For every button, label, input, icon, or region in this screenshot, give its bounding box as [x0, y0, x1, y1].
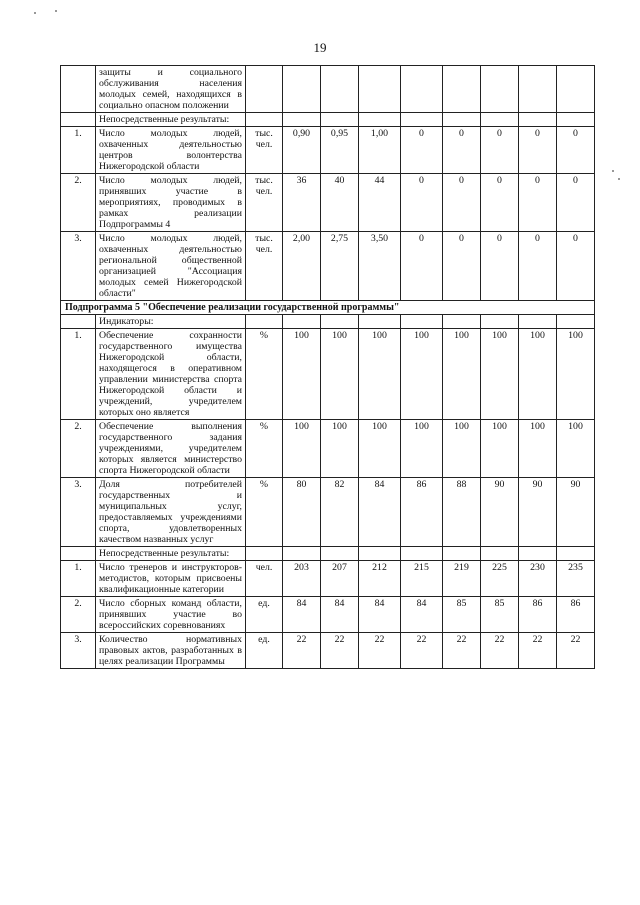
- value-cell: [557, 547, 595, 561]
- value-cell: [481, 113, 519, 127]
- unit-of-measure: %: [246, 478, 283, 547]
- table-row: [61, 66, 595, 113]
- value-cell: 0: [481, 232, 519, 301]
- value-cell: [401, 113, 443, 127]
- value-cell: 0: [443, 127, 481, 174]
- value-cell: 0: [401, 127, 443, 174]
- value-cell: 0: [401, 174, 443, 232]
- indicator-description: Число сборных команд области, принявших участие во всероссийских соревнованиях: [96, 597, 246, 633]
- value-cell: 100: [359, 329, 401, 420]
- unit-of-measure: [246, 547, 283, 561]
- row-number: 3.: [61, 232, 96, 301]
- row-number: 1.: [61, 127, 96, 174]
- value-cell: [283, 315, 321, 329]
- unit-of-measure: ед.: [246, 597, 283, 633]
- row-number: [61, 547, 96, 561]
- value-cell: 22: [557, 633, 595, 669]
- table-row: [61, 633, 595, 669]
- indicator-description: Количество нормативных правовых актов, разработанных в целях реализации Программы: [96, 633, 246, 669]
- value-cell: 0,95: [321, 127, 359, 174]
- unit-of-measure: [246, 315, 283, 329]
- value-cell: 84: [321, 597, 359, 633]
- value-cell: 82: [321, 478, 359, 547]
- table-row: [61, 174, 595, 232]
- value-cell: 100: [557, 420, 595, 478]
- value-cell: [557, 66, 595, 113]
- value-cell: 22: [481, 633, 519, 669]
- table-row: [61, 232, 595, 301]
- value-cell: 100: [401, 420, 443, 478]
- row-number: 1.: [61, 329, 96, 420]
- value-cell: 215: [401, 561, 443, 597]
- row-number: 3.: [61, 478, 96, 547]
- value-cell: 0: [481, 174, 519, 232]
- value-cell: 0: [519, 174, 557, 232]
- value-cell: 2,00: [283, 232, 321, 301]
- value-cell: 0: [557, 232, 595, 301]
- row-number: 1.: [61, 561, 96, 597]
- value-cell: 0: [519, 232, 557, 301]
- value-cell: 40: [321, 174, 359, 232]
- value-cell: 0: [481, 127, 519, 174]
- value-cell: 100: [321, 329, 359, 420]
- value-cell: 100: [557, 329, 595, 420]
- value-cell: 22: [519, 633, 557, 669]
- indicator-description: защиты и социального обслуживания населения молодых семей, находящихся в социально опасном положении: [96, 66, 246, 113]
- value-cell: 44: [359, 174, 401, 232]
- value-cell: 1,00: [359, 127, 401, 174]
- row-number: [61, 113, 96, 127]
- value-cell: 84: [283, 597, 321, 633]
- table-row: [61, 113, 595, 127]
- value-cell: 85: [443, 597, 481, 633]
- value-cell: 36: [283, 174, 321, 232]
- value-cell: [481, 66, 519, 113]
- row-number: [61, 315, 96, 329]
- value-cell: 0: [557, 127, 595, 174]
- value-cell: 100: [443, 420, 481, 478]
- unit-of-measure: ед.: [246, 633, 283, 669]
- table-row: [61, 547, 595, 561]
- unit-of-measure: тыс. чел.: [246, 174, 283, 232]
- value-cell: 22: [401, 633, 443, 669]
- value-cell: [557, 315, 595, 329]
- table-row: [61, 329, 595, 420]
- value-cell: [557, 113, 595, 127]
- value-cell: 100: [283, 420, 321, 478]
- indicators-table: [60, 65, 595, 669]
- value-cell: 100: [481, 420, 519, 478]
- value-cell: [443, 113, 481, 127]
- table-row: [61, 420, 595, 478]
- value-cell: [359, 547, 401, 561]
- unit-of-measure: [246, 66, 283, 113]
- value-cell: 235: [557, 561, 595, 597]
- indicator-description: Число молодых людей, принявших участие в мероприятиях, проводимых в рамках реализации Подпрограммы 4: [96, 174, 246, 232]
- value-cell: [481, 315, 519, 329]
- row-number: 2.: [61, 597, 96, 633]
- unit-of-measure: чел.: [246, 561, 283, 597]
- value-cell: 90: [557, 478, 595, 547]
- value-cell: 100: [283, 329, 321, 420]
- value-cell: [401, 547, 443, 561]
- value-cell: 2,75: [321, 232, 359, 301]
- value-cell: 3,50: [359, 232, 401, 301]
- value-cell: 0,90: [283, 127, 321, 174]
- value-cell: 84: [359, 597, 401, 633]
- value-cell: 100: [519, 420, 557, 478]
- unit-of-measure: тыс. чел.: [246, 232, 283, 301]
- unit-of-measure: [246, 113, 283, 127]
- value-cell: 225: [481, 561, 519, 597]
- value-cell: 22: [359, 633, 401, 669]
- value-cell: 86: [557, 597, 595, 633]
- value-cell: [519, 113, 557, 127]
- page-number: 19: [313, 40, 327, 55]
- indicator-description: Непосредственные результаты:: [96, 547, 246, 561]
- value-cell: 88: [443, 478, 481, 547]
- indicator-description: Число молодых людей, охваченных деятельностью центров волонтерства Нижегородской области: [96, 127, 246, 174]
- value-cell: 230: [519, 561, 557, 597]
- value-cell: 0: [443, 174, 481, 232]
- value-cell: [443, 315, 481, 329]
- scan-speck: [55, 10, 57, 12]
- table-row: [61, 127, 595, 174]
- value-cell: [321, 315, 359, 329]
- value-cell: 85: [481, 597, 519, 633]
- value-cell: 22: [443, 633, 481, 669]
- value-cell: 100: [519, 329, 557, 420]
- indicator-description: Непосредственные результаты:: [96, 113, 246, 127]
- indicator-description: Доля потребителей государственных и муниципальных услуг, предоставляемых учреждениями спорта, удовлетворенных качеством названных услуг: [96, 478, 246, 547]
- value-cell: 203: [283, 561, 321, 597]
- value-cell: 84: [401, 597, 443, 633]
- value-cell: 84: [359, 478, 401, 547]
- value-cell: [321, 547, 359, 561]
- value-cell: 80: [283, 478, 321, 547]
- value-cell: 90: [481, 478, 519, 547]
- value-cell: [283, 113, 321, 127]
- value-cell: 22: [283, 633, 321, 669]
- value-cell: 100: [481, 329, 519, 420]
- row-number: [61, 66, 96, 113]
- value-cell: 100: [359, 420, 401, 478]
- value-cell: [443, 547, 481, 561]
- indicator-description: Обеспечение сохранности государственного имущества Нижегородской области, находящегося в оперативном управлении министерства спорта Нижегородской области и учреждений, учредителем которых оно является: [96, 329, 246, 420]
- subprogram-title: Подпрограмма 5 "Обеспечение реализации государственной программы": [61, 301, 595, 315]
- value-cell: 100: [443, 329, 481, 420]
- value-cell: [481, 547, 519, 561]
- table-row: [61, 597, 595, 633]
- unit-of-measure: %: [246, 329, 283, 420]
- value-cell: [359, 315, 401, 329]
- value-cell: 86: [401, 478, 443, 547]
- indicator-description: Число молодых людей, охваченных деятельностью региональной общественной организацией "Ассоциация молодых семей Нижегородской области": [96, 232, 246, 301]
- value-cell: [401, 66, 443, 113]
- value-cell: 0: [401, 232, 443, 301]
- value-cell: 90: [519, 478, 557, 547]
- value-cell: 22: [321, 633, 359, 669]
- scan-speck: [618, 178, 620, 180]
- value-cell: 0: [557, 174, 595, 232]
- value-cell: 0: [443, 232, 481, 301]
- value-cell: [283, 66, 321, 113]
- subprogram-header-row: [61, 301, 595, 315]
- table-row: [61, 561, 595, 597]
- value-cell: 207: [321, 561, 359, 597]
- value-cell: 100: [321, 420, 359, 478]
- indicator-description: Обеспечение выполнения государственного задания учреждениями, учредителем которых является министерство спорта Нижегородской области: [96, 420, 246, 478]
- value-cell: 219: [443, 561, 481, 597]
- value-cell: [443, 66, 481, 113]
- value-cell: [283, 547, 321, 561]
- value-cell: [519, 547, 557, 561]
- row-number: 2.: [61, 174, 96, 232]
- scan-speck: [34, 12, 36, 14]
- value-cell: 0: [519, 127, 557, 174]
- scan-speck: [612, 170, 614, 172]
- value-cell: 86: [519, 597, 557, 633]
- indicator-description: Индикаторы:: [96, 315, 246, 329]
- value-cell: 212: [359, 561, 401, 597]
- indicator-description: Число тренеров и инструкторов-методистов, которым присвоены квалификационные категории: [96, 561, 246, 597]
- value-cell: [519, 315, 557, 329]
- unit-of-measure: тыс. чел.: [246, 127, 283, 174]
- table-row: [61, 315, 595, 329]
- value-cell: [519, 66, 557, 113]
- table-row: [61, 478, 595, 547]
- value-cell: [359, 66, 401, 113]
- row-number: 3.: [61, 633, 96, 669]
- value-cell: [359, 113, 401, 127]
- value-cell: 100: [401, 329, 443, 420]
- value-cell: [321, 113, 359, 127]
- value-cell: [401, 315, 443, 329]
- unit-of-measure: %: [246, 420, 283, 478]
- value-cell: [321, 66, 359, 113]
- row-number: 2.: [61, 420, 96, 478]
